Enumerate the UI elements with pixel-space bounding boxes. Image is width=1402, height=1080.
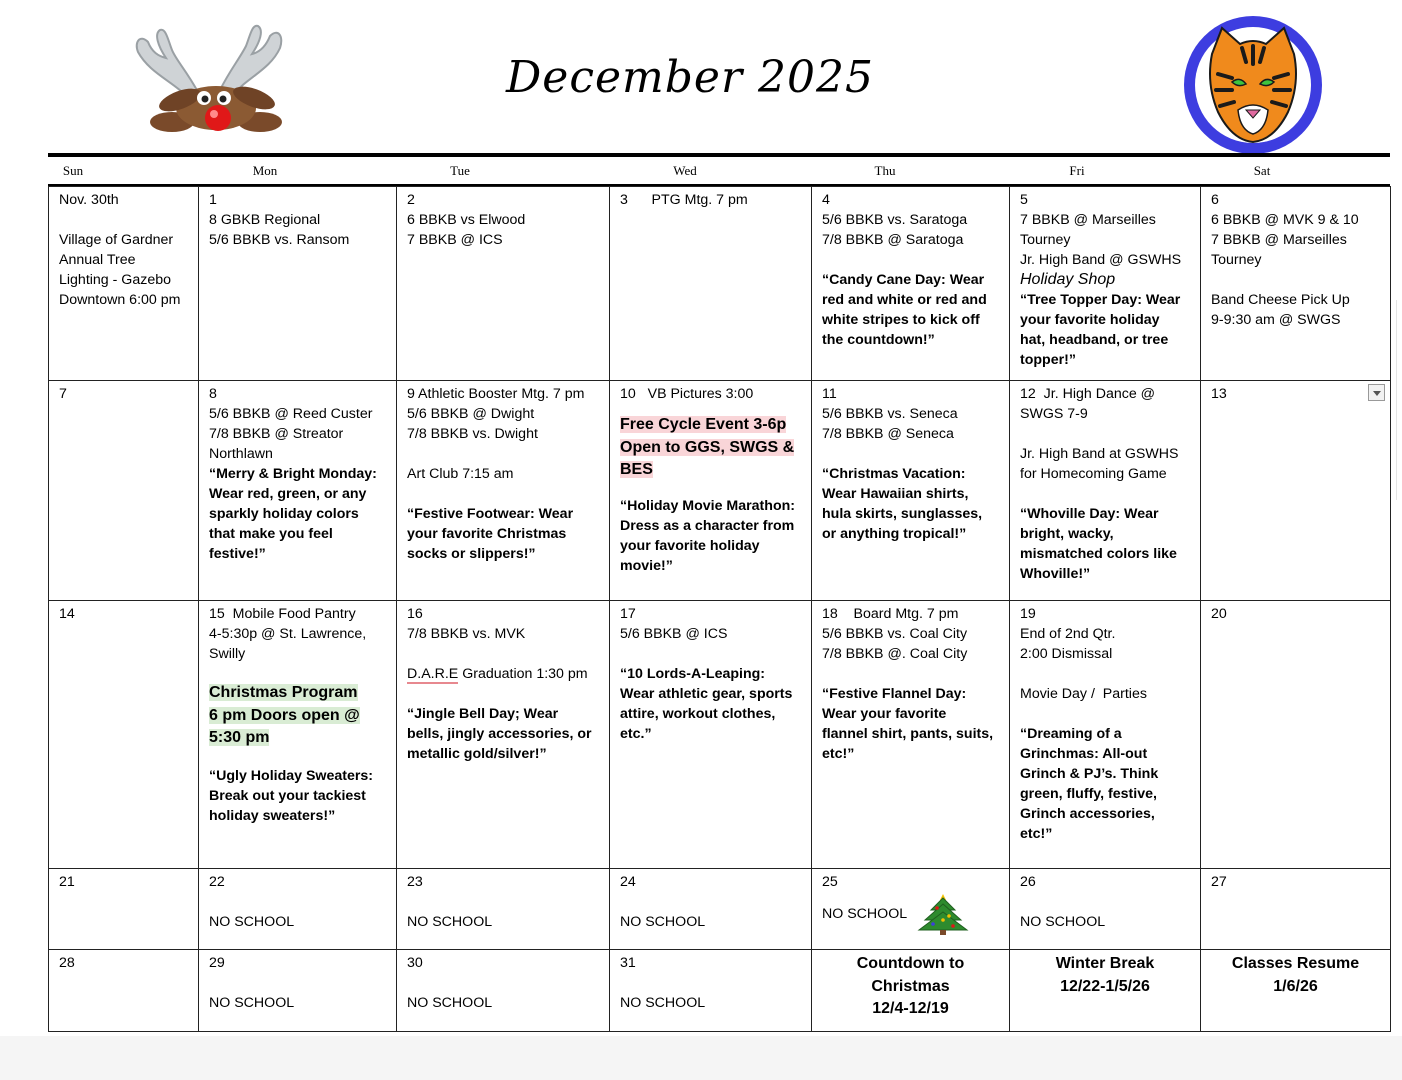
day-cell-7[interactable]: 7 — [49, 381, 199, 601]
week-row-2 — [49, 381, 1391, 601]
day-cell-28[interactable]: 28 — [49, 950, 199, 1032]
day-cell-27[interactable]: 27 — [1201, 869, 1391, 950]
day-cell-9[interactable]: 9 Athletic Booster Mtg. 7 pm 5/6 BBKB @ Dwight 7/8 BBKB vs. Dwight Art Club 7:15 am “Festive Footwear: Wear your favorite Christmas socks or slippers!” — [397, 381, 610, 601]
tiger-mascot-icon — [1182, 14, 1324, 156]
day-cell-13[interactable]: 13 — [1201, 381, 1391, 601]
day-cell-30[interactable]: 30 NO SCHOOL — [397, 950, 610, 1032]
day-cell-29[interactable]: 29 NO SCHOOL — [199, 950, 397, 1032]
christmas-tree-icon — [915, 892, 971, 936]
dayname-wed: Wed — [673, 163, 697, 178]
dayname-mon: Mon — [252, 163, 278, 178]
dayname-thu: Thu — [874, 163, 896, 178]
reindeer-icon — [120, 12, 320, 142]
dare-label: D.A.R.E — [407, 666, 459, 682]
day-cell-11[interactable]: 11 5/6 BBKB vs. Seneca 7/8 BBKB @ Seneca “Christmas Vacation: Wear Hawaiian shirts, hula skirts, sunglasses, or anything tropical!” — [812, 381, 1010, 601]
day-cell-10[interactable]: 10 VB Pictures 3:00 Free Cycle Event 3-6p Open to GGS, SWGS & BES “Holiday Movie Marathon: Dress as a character from your favorite holiday movie!” — [610, 381, 812, 601]
day-cell-19[interactable]: 19 End of 2nd Qtr. 2:00 Dismissal Movie Day / Parties “Dreaming of a Grinchmas: All-out Grinch & PJ’s. Think green, fluffy, festive, Grinch accessories, etc!” — [1010, 601, 1201, 869]
day-cell-21[interactable]: 21 — [49, 869, 199, 950]
day-cell-18[interactable]: 18 Board Mtg. 7 pm 5/6 BBKB vs. Coal City 7/8 BBKB @. Coal City “Festive Flannel Day: Wear your favorite flannel shirt, pants, suits, etc!” — [812, 601, 1010, 869]
day-cell-6[interactable]: 6 6 BBKB @ MVK 9 & 10 7 BBKB @ Marseilles Tourney Band Cheese Pick Up 9-9:30 am @ SWGS — [1201, 187, 1391, 381]
week-row-3 — [49, 601, 1391, 869]
dayname-fri: Fri — [1069, 163, 1085, 178]
christmas-program: Christmas Program — [209, 684, 358, 701]
winter-break-note: Winter Break 12/22-1/5/26 — [1010, 950, 1201, 1032]
day-cell-8[interactable]: 8 5/6 BBKB @ Reed Custer 7/8 BBKB @ Streator Northlawn “Merry & Bright Monday: Wear red, green, or any sparkly holiday colors that make you feel festive!” — [199, 381, 397, 601]
day-cell-17[interactable]: 17 5/6 BBKB @ ICS “10 Lords-A-Leaping: Wear athletic gear, sports attire, workout clothes, etc.” — [610, 601, 812, 869]
day-cell-4[interactable]: 4 5/6 BBKB vs. Saratoga 7/8 BBKB @ Saratoga “Candy Cane Day: Wear red and white or red and white stripes to kick off the countdown!” — [812, 187, 1010, 381]
day-cell-12[interactable]: 12 Jr. High Dance @ SWGS 7-9 Jr. High Band at GSWHS for Homecoming Game “Whoville Day: Wear bright, wacky, mismatched colors like Whoville!” — [1010, 381, 1201, 601]
week-row-4 — [49, 869, 1391, 950]
cell-dropdown-button[interactable] — [1368, 384, 1385, 401]
week-row-5 — [49, 950, 1391, 1032]
dayname-sat: Sat — [1253, 163, 1271, 178]
bottom-strip — [0, 1036, 1402, 1080]
dayname-tue: Tue — [450, 163, 470, 178]
dayname-sun: Sun — [62, 163, 84, 178]
day-cell-31[interactable]: 31 NO SCHOOL — [610, 950, 812, 1032]
day-cell-1[interactable]: 1 8 GBKB Regional 5/6 BBKB vs. Ransom — [199, 187, 397, 381]
calendar-grid — [48, 186, 1391, 1032]
countdown-note: Countdown to Christmas 12/4-12/19 — [812, 950, 1010, 1032]
day-cell-2[interactable]: 2 6 BBKB vs Elwood 7 BBKB @ ICS — [397, 187, 610, 381]
scroll-edge — [1396, 300, 1402, 500]
day-cell-22[interactable]: 22 NO SCHOOL — [199, 869, 397, 950]
day-cell-14[interactable]: 14 — [49, 601, 199, 869]
day-cell-15[interactable]: 15 Mobile Food Pantry 4-5:30p @ St. Lawrence, Swilly Christmas Program 6 pm Doors open @ 5:30 pm “Ugly Holiday Sweaters: Break out your tackiest holiday sweaters!” — [199, 601, 397, 869]
day-cell-nov30[interactable]: Nov. 30th Village of Gardner Annual Tree Lighting - Gazebo Downtown 6:00 pm — [49, 187, 199, 381]
day-cell-24[interactable]: 24 NO SCHOOL — [610, 869, 812, 950]
day-cell-25[interactable]: 25 NO SCHOOL — [812, 869, 1010, 950]
week-row-1 — [49, 187, 1391, 381]
day-cell-23[interactable]: 23 NO SCHOOL — [397, 869, 610, 950]
day-cell-20[interactable]: 20 — [1201, 601, 1391, 869]
day-cell-5[interactable]: 5 7 BBKB @ Marseilles Tourney Jr. High Band @ GSWHS Holiday Shop “Tree Topper Day: Wear your favorite holiday hat, headband, or tree topper!” — [1010, 187, 1201, 381]
free-cycle-event: Free Cycle Event 3-6p — [620, 416, 787, 433]
classes-resume-note: Classes Resume 1/6/26 — [1201, 950, 1391, 1032]
page-title: December 2025 — [506, 52, 874, 103]
day-cell-3[interactable]: 3 PTG Mtg. 7 pm — [610, 187, 812, 381]
day-cell-26[interactable]: 26 NO SCHOOL — [1010, 869, 1201, 950]
header-rule — [48, 153, 1390, 157]
day-cell-16[interactable]: 16 7/8 BBKB vs. MVK D.A.R.E Graduation 1:30 pm “Jingle Bell Day; Wear bells, jingly accessories, or metallic gold/silver!” — [397, 601, 610, 869]
